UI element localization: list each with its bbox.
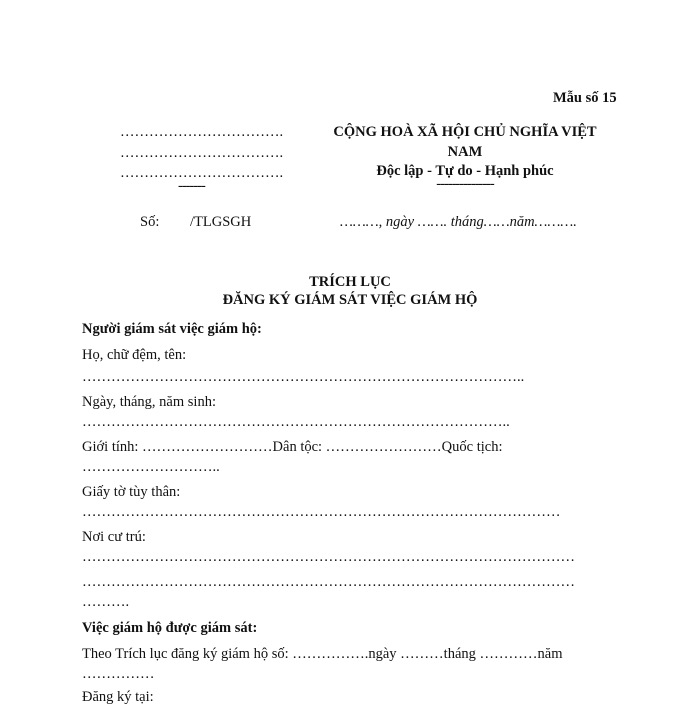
republic-line-1: CỘNG HOÀ XÃ HỘI CHỦ NGHĨA VIỆT [333,124,597,140]
document-subtitle: ĐĂNG KÝ GIÁM SÁT VIỆC GIÁM HỘ [222,292,478,308]
agency-line-3: ……………………………. [120,165,284,181]
full-name-dots: ……………………………………………………………………………….. [82,369,525,385]
guardianship-reference-dots: …………… [82,666,155,682]
residence-dots-2: ………………………………………………………………………………………… [82,574,575,590]
document-number-label: Số: [140,214,160,230]
gender-ethnicity-nationality-line: Giới tính: ………………………Dân tộc: ……………………Quốc tịch: [82,439,503,455]
form-number: Mẫu số 15 [553,90,617,106]
id-document-dots: ……………………………………………………………………………………… [82,504,561,520]
place-date-line: ………, ngày ……. tháng……năm………. [340,214,577,230]
residence-label: Nơi cư trú: [82,529,146,545]
nationality-dots: ……………………….. [82,459,220,475]
motto-divider: --------------- [436,176,494,192]
residence-dots-3: ………. [82,594,130,610]
guardianship-heading: Việc giám hộ được giám sát: [82,620,258,636]
residence-dots-1: ………………………………………………………………………………………… [82,549,575,565]
document-number-code: /TLGSGH [190,214,252,230]
agency-divider: ------- [178,178,205,194]
registered-at-label: Đăng ký tại: [82,689,154,705]
guardianship-reference-line: Theo Trích lục đăng ký giám hộ số: …………….ngày ………tháng …………năm [82,646,563,662]
agency-line-2: ……………………………. [120,145,284,161]
agency-line-1: ……………………………. [120,124,284,140]
document-title: TRÍCH LỤC [309,274,391,290]
full-name-label: Họ, chữ đệm, tên: [82,347,187,363]
dob-label: Ngày, tháng, năm sinh: [82,394,216,410]
motto: Độc lập - Tự do - Hạnh phúc [376,163,554,179]
id-document-label: Giấy tờ tùy thân: [82,484,181,500]
dob-dots: …………………………………………………………………………….. [82,414,510,430]
republic-line-2: NAM [447,144,483,160]
supervisor-heading: Người giám sát việc giám hộ: [82,321,262,337]
